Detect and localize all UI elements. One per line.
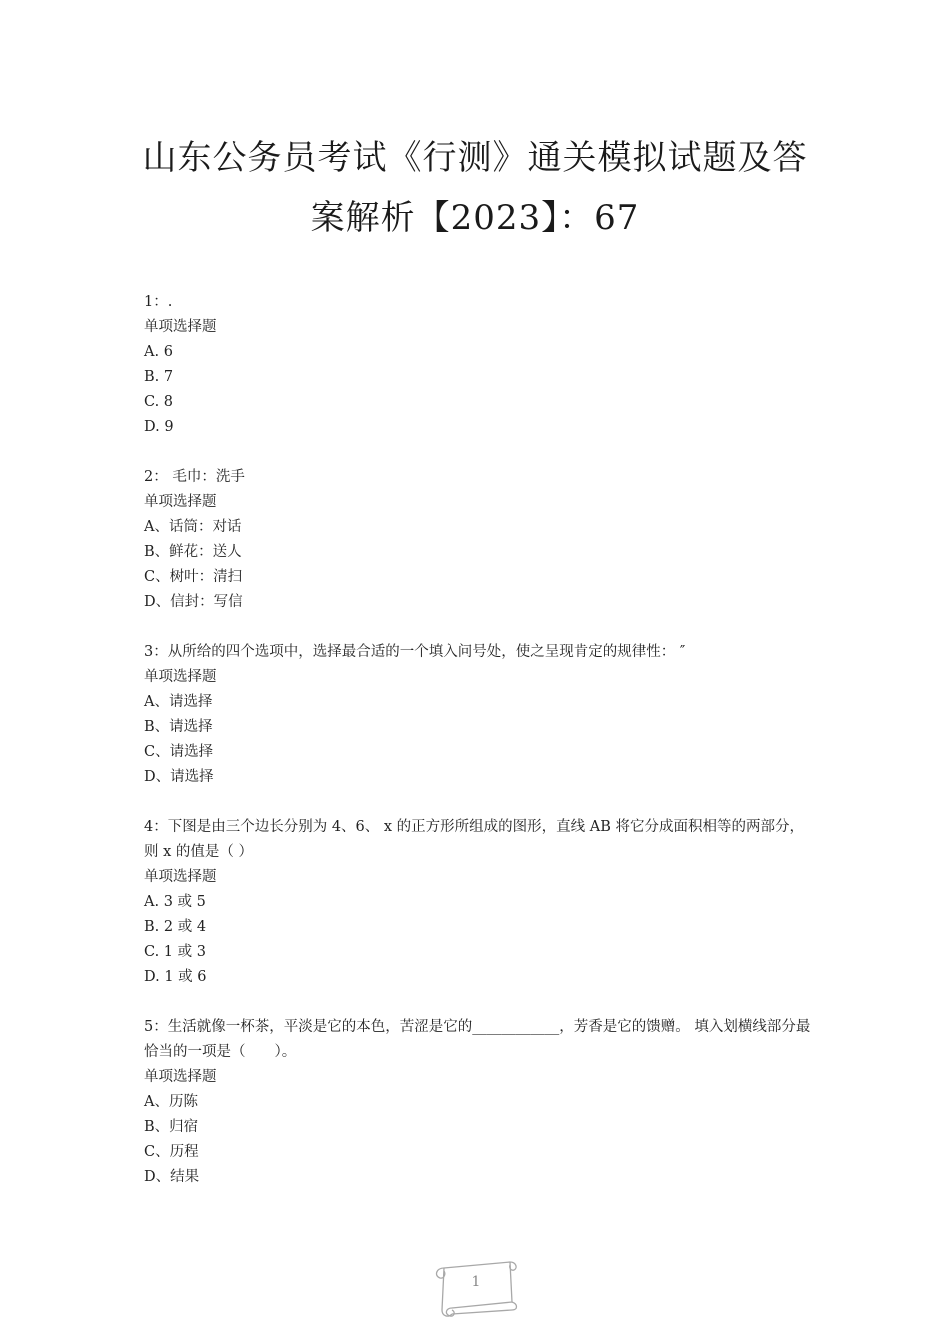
question-4 bbox=[144, 815, 812, 990]
option-c: C、请选择 bbox=[144, 744, 214, 760]
question-1 bbox=[144, 290, 812, 440]
page-number: 1 bbox=[471, 1274, 481, 1290]
question-list bbox=[144, 290, 812, 1215]
question-type: 单项选择题 bbox=[144, 869, 217, 885]
option-b: B. 2 或 4 bbox=[144, 919, 207, 935]
question-3 bbox=[144, 640, 812, 790]
question-5 bbox=[144, 1015, 812, 1190]
question-stem: 3：从所给的四个选项中，选择最合适的一个填入问号处，使之呈现肯定的规律性： ″ bbox=[144, 644, 686, 660]
document-title-line-2: 案解析【2023】：67 bbox=[310, 198, 640, 238]
option-b: B、归宿 bbox=[144, 1119, 199, 1135]
question-type: 单项选择题 bbox=[144, 669, 217, 685]
option-c: C. 8 bbox=[144, 394, 174, 410]
option-d: D. 9 bbox=[144, 419, 174, 435]
question-type: 单项选择题 bbox=[144, 319, 217, 335]
option-a: A、历陈 bbox=[144, 1094, 198, 1110]
option-c: C、历程 bbox=[144, 1144, 199, 1160]
question-stem: 1：. bbox=[144, 294, 173, 310]
option-b: B. 7 bbox=[144, 369, 174, 385]
option-a: A. 3 或 5 bbox=[144, 894, 206, 910]
option-d: D、请选择 bbox=[144, 769, 214, 785]
option-d: D、结果 bbox=[144, 1169, 200, 1185]
option-a: A. 6 bbox=[144, 344, 173, 360]
document-title-line-1: 山东公务员考试《行测》通关模拟试题及答 bbox=[142, 138, 808, 178]
option-a: A、请选择 bbox=[144, 694, 213, 710]
option-c: C. 1 或 3 bbox=[144, 944, 206, 960]
option-b: B、鲜花：送人 bbox=[144, 544, 242, 560]
option-d: D、信封：写信 bbox=[144, 594, 243, 610]
page-number-scroll-badge bbox=[432, 1254, 520, 1320]
option-a: A、话筒：对话 bbox=[144, 519, 242, 535]
question-type: 单项选择题 bbox=[144, 1069, 217, 1085]
question-stem: 4：下图是由三个边长分别为 4、6、 x 的正方形所组成的图形，直线 AB 将它分成面积相等的两部分，则 x 的值是（ ） bbox=[144, 819, 805, 860]
option-d: D. 1 或 6 bbox=[144, 969, 207, 985]
question-stem: 2： 毛巾：洗手 bbox=[144, 469, 245, 485]
question-2 bbox=[144, 465, 812, 615]
question-stem: 5：生活就像一杯茶，平淡是它的本色，苦涩是它的____________，芳香是它的馈赠。 填入划横线部分最恰当的一项是（ ）。 bbox=[144, 1019, 811, 1060]
question-type: 单项选择题 bbox=[144, 494, 217, 510]
option-c: C、树叶：清扫 bbox=[144, 569, 243, 585]
option-b: B、请选择 bbox=[144, 719, 213, 735]
